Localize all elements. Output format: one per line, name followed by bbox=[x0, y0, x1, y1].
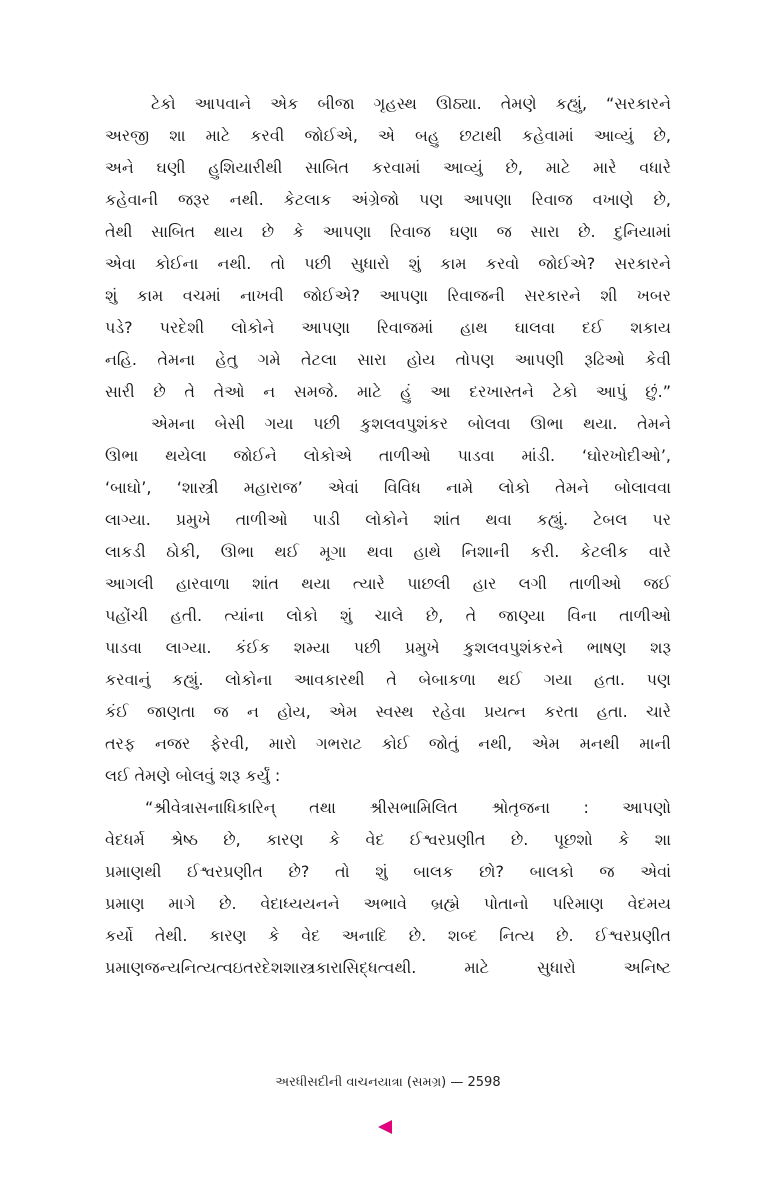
text-line: સારી છે તે તેઓ ન સમજે. માટે હું આ દરખાસ્તને ટેકો આપું છું.” bbox=[105, 382, 671, 401]
text-line: પ્રમાણથી ઈશ્વરપ્રણીત છે? તો શું બાલક છો? બાલકો જ એવાં bbox=[105, 862, 671, 881]
page-footer: અરધીસદીની વાચનયાત્રા (સમગ્ર) — 2598 bbox=[275, 1075, 501, 1090]
text-line: તેથી સાબિત થાય છે કે આપણા રિવાજ ઘણા જ સારા છે. દુનિયામાં bbox=[105, 222, 671, 241]
text-line: લઈ તેમણે બોલવું શરૂ કર્યું : bbox=[105, 766, 281, 785]
paragraph-2 bbox=[105, 414, 671, 798]
text-line: નહિ. તેમના હેતુ ગમે તેટલા સારા હોય તોપણ આપણી રૂઢિઓ કેવી bbox=[105, 350, 671, 369]
text-line: ટેકો આપવાને એક બીજા ગૃહસ્થ ઊઠ્યા. તેમણે કહ્યું, “સરકારને bbox=[151, 94, 671, 113]
text-line: વેદધર્મ શ્રેષ્ઠ છે, કારણ કે વેદ ઈશ્વરપ્રણીત છે. પૂછશો કે શા bbox=[105, 830, 671, 849]
text-line: કર્યો તેથી. કારણ કે વેદ અનાદિ છે. શબ્દ નિત્ય છે. ઈશ્વરપ્રણીત bbox=[105, 926, 671, 945]
text-line: લાકડી ઠોકી, ઊભા થઈ મૂગા થવા હાથે નિશાની કરી. કેટલીક વારે bbox=[105, 542, 671, 561]
text-line: “શ્રીવેત્રાસનાધિકારિન્ તથા શ્રીસભામિલિત શ્રોતૃજના : આપણો bbox=[145, 798, 671, 817]
text-line: કહેવાની જરૂર નથી. કેટલાક અંગ્રેજો પણ આપણા રિવાજ વખાણે છે, bbox=[105, 190, 671, 209]
text-line: પડે? પરદેશી લોકોને આપણા રિવાજમાં હાથ ઘાલવા દઈ શકાય bbox=[105, 318, 671, 337]
text-line: અને ઘણી હુશિયારીથી સાબિત કરવામાં આવ્યું છે, માટે મારે વધારે bbox=[105, 158, 671, 177]
text-line: ‘બાઘો’, ‘શાસ્ત્રી મહારાજ’ એવાં વિવિધ નામે લોકો તેમને બોલાવવા bbox=[105, 478, 671, 497]
text-line: એવા કોઈના નથી. તો પછી સુધારો શું કામ કરવો જોઈએ? સરકારને bbox=[105, 254, 671, 273]
text-line: પાડવા લાગ્યા. કંઈક શમ્યા પછી પ્રમુખે કુશલવપુશંકરને ભાષણ શરૂ bbox=[105, 638, 671, 657]
text-line: આગલી હારવાળા શાંત થયા ત્યારે પાછલી હાર લગી તાળીઓ જઈ bbox=[105, 574, 671, 593]
text-line: શું કામ વચમાં નાખવી જોઈએ? આપણા રિવાજની સરકારને શી ખબર bbox=[105, 286, 671, 305]
text-line: પહોંચી હતી. ત્યાંના લોકો શું ચાલે છે, તે જાણ્યા વિના તાળીઓ bbox=[105, 606, 671, 625]
text-line: તરફ નજર ફેરવી, મારો ગભરાટ કોઈ જોતું નથી, એમ મનથી માની bbox=[105, 734, 671, 753]
paragraph-1 bbox=[105, 94, 671, 414]
text-line: ઊભા થયેલા જોઈને લોકોએ તાળીઓ પાડવા માંડી. ‘ઘોરખોદીઓ’, bbox=[105, 446, 671, 465]
triangle-left-icon[interactable] bbox=[378, 1120, 392, 1134]
body-text bbox=[105, 94, 671, 990]
text-line: લાગ્યા. પ્રમુખે તાળીઓ પાડી લોકોને શાંત થવા કહ્યું. ટેબલ પર bbox=[105, 510, 671, 529]
paragraph-3 bbox=[105, 798, 671, 990]
text-line: પ્રમાણજન્યનિત્યત્વઇતરદેશશાસ્ત્રકારાસિદ્ધત્વથી. માટે સુધારો અનિષ્ટ bbox=[105, 958, 671, 977]
text-line: પ્રમાણ માગે છે. વેદાધ્યયનને અભાવે બ્રહ્મે પોતાનો પરિમાણ વેદમય bbox=[105, 894, 671, 913]
text-line: એમના બેસી ગયા પછી કુશલવપુશંકર બોલવા ઊભા થયા. તેમને bbox=[151, 414, 671, 433]
text-line: કરવાનું કહ્યું. લોકોના આવકારથી તે બેબાકળા થઈ ગયા હતા. પણ bbox=[105, 670, 671, 689]
text-line: અરજી શા માટે કરવી જોઈએ, એ બહુ છટાથી કહેવામાં આવ્યું છે, bbox=[105, 126, 671, 145]
text-line: કંઈ જાણતા જ ન હોય, એમ સ્વસ્થ રહેવા પ્રયત્ન કરતા હતા. ચારે bbox=[105, 702, 671, 721]
